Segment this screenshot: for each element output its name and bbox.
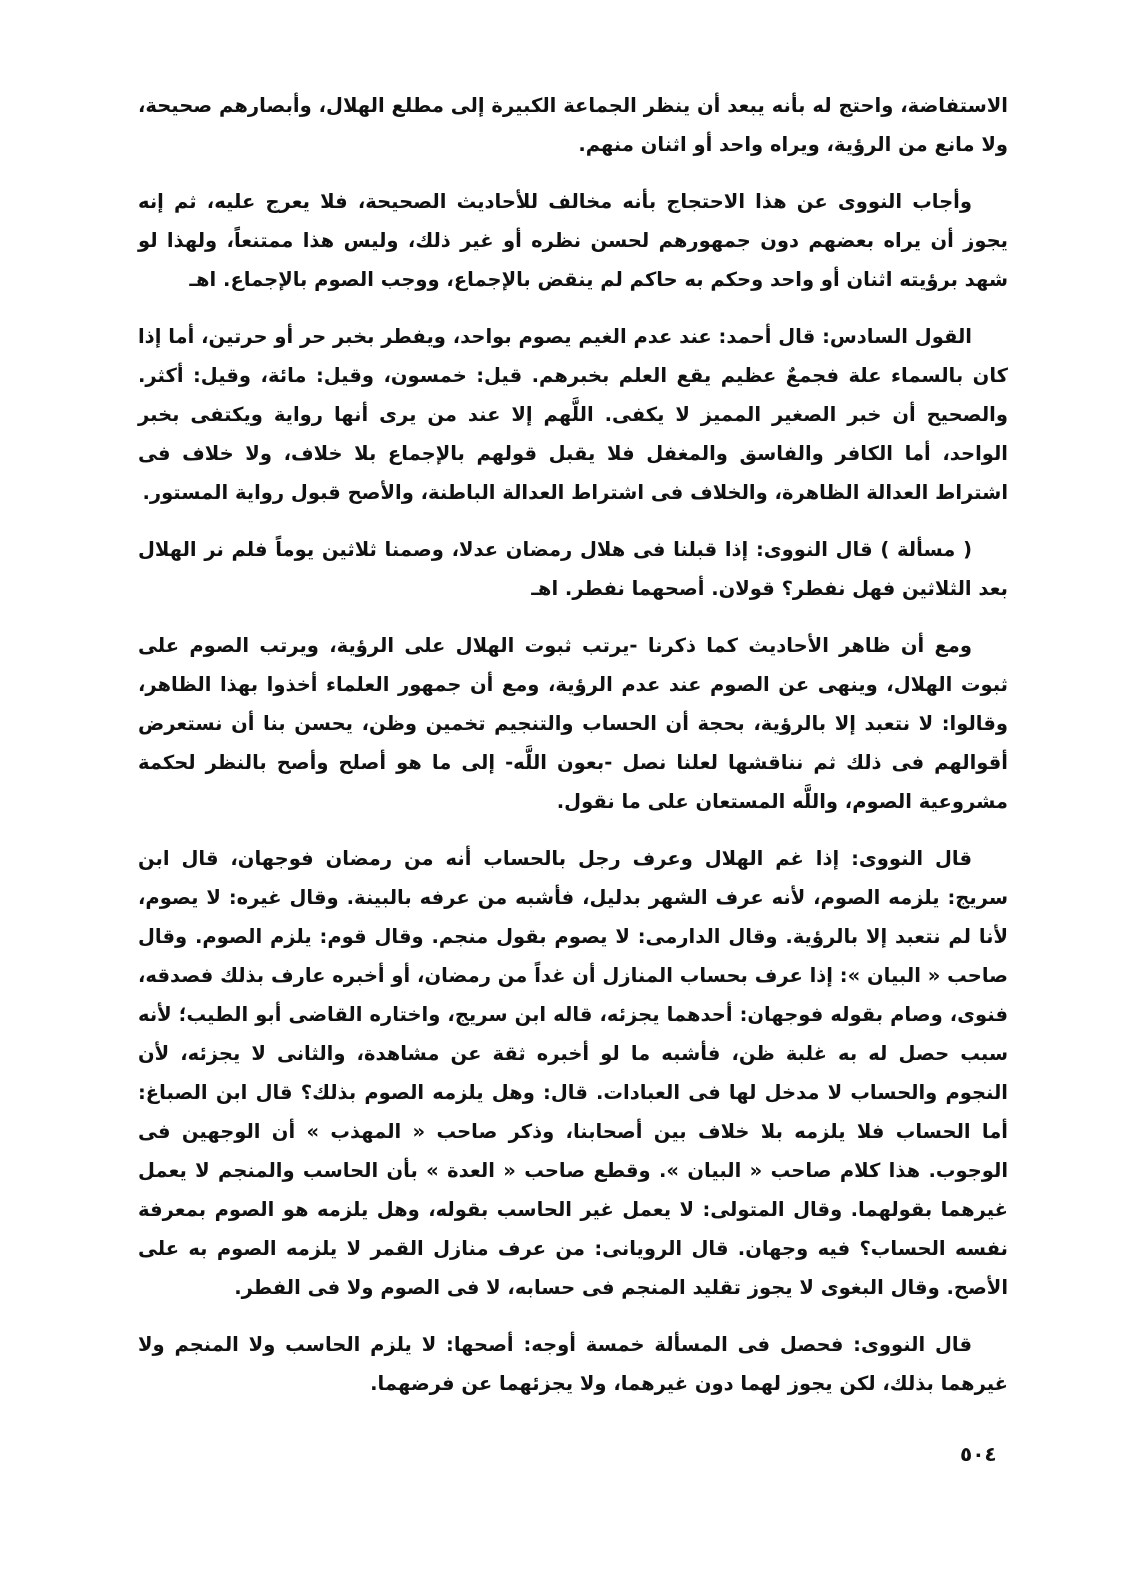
paragraph-4: ( مسألة ) قال النووى: إذا قبلنا فى هلال رمضان عدلا، وصمنا ثلاثين يوماً فلم نر الهلال بعد الثلاثين فهل نفطر؟ قولان. أصحهما نفطر. اهـ [138, 538, 1008, 600]
document-page [138, 86, 1008, 1421]
paragraph-2: وأجاب النووى عن هذا الاحتجاج بأنه مخالف للأحاديث الصحيحة، فلا يعرج عليه، ثم إنه يجوز أن يراه بعضهم دون جمهورهم لحسن نظره أو غير ذلك، وليس هذا ممتنعاً، ولهذا لو شهد برؤيته اثنان أو واحد وحكم به حاكم لم ينقض بالإجماع، ووجب الصوم بالإجماع. اهـ [138, 190, 1008, 291]
paragraph-5: ومع أن ظاهر الأحاديث كما ذكرنا -يرتب ثبوت الهلال على الرؤية، ويرتب الصوم على ثبوت الهلال، وينهى عن الصوم عند عدم الرؤية، ومع أن جمهور العلماء أخذوا بهذا الظاهر، وقالوا: لا نتعبد إلا بالرؤية، بحجة أن الحساب والتنجيم تخمين وظن، يحسن بنا أن نستعرض أقوالهم فى ذلك ثم نناقشها لعلنا نصل -بعون اللَّه- إلى ما هو أصلح وأصح بالنظر لحكمة مشروعية الصوم، واللَّه المستعان على ما نقول. [138, 634, 1008, 813]
paragraph-1: الاستفاضة، واحتج له بأنه يبعد أن ينظر الجماعة الكبيرة إلى مطلع الهلال، وأبصارهم صحيحة، ولا مانع من الرؤية، ويراه واحد أو اثنان منهم. [138, 94, 1008, 156]
paragraph-3: القول السادس: قال أحمد: عند عدم الغيم يصوم بواحد، ويفطر بخبر حر أو حرتين، أما إذا كان بالسماء علة فجمعٌ عظيم يقع العلم بخبرهم. قيل: خمسون، وقيل: مائة، وقيل: أكثر. والصحيح أن خبر الصغير المميز لا يكفى. اللَّهم إلا عند من يرى أنها رواية ويكتفى بخبر الواحد، أما الكافر والفاسق والمغفل فلا يقبل قولهم بالإجماع بلا خلاف، ولا خلاف فى اشتراط العدالة الظاهرة، والخلاف فى اشتراط العدالة الباطنة، والأصح قبول رواية المستور. [138, 325, 1008, 504]
paragraph-7: قال النووى: فحصل فى المسألة خمسة أوجه: أصحها: لا يلزم الحاسب ولا المنجم ولا غيرهما بذلك، لكن يجوز لهما دون غيرهما، ولا يجزئهما عن فرضهما. [138, 1333, 1008, 1395]
page-number: ٥٠٤ [960, 1442, 997, 1466]
paragraph-6: قال النووى: إذا غم الهلال وعرف رجل بالحساب أنه من رمضان فوجهان، قال ابن سريج: يلزمه الصوم، لأنه عرف الشهر بدليل، فأشبه من عرفه بالبينة. وقال غيره: لا يصوم، لأنا لم نتعبد إلا بالرؤية. وقال الدارمى: لا يصوم بقول منجم. وقال قوم: يلزم الصوم. وقال صاحب « البيان »: إذا عرف بحساب المنازل أن غداً من رمضان، أو أخبره عارف بذلك فصدقه، فنوى، وصام بقوله فوجهان: أحدهما يجزئه، قاله ابن سريج، واختاره القاضى أبو الطيب؛ لأنه سبب حصل له به غلبة ظن، فأشبه ما لو أخبره ثقة عن مشاهدة، والثانى لا يجزئه، لأن النجوم والحساب لا مدخل لها فى العبادات. قال: وهل يلزمه الصوم بذلك؟ قال ابن الصباغ: أما الحساب فلا يلزمه بلا خلاف بين أصحابنا، وذكر صاحب « المهذب » أن الوجهين فى الوجوب. هذا كلام صاحب « البيان ». وقطع صاحب « العدة » بأن الحاسب والمنجم لا يعمل غيرهما بقولهما. وقال المتولى: لا يعمل غير الحاسب بقوله، وهل يلزمه هو الصوم بمعرفة نفسه الحساب؟ فيه وجهان. قال الرويانى: من عرف منازل القمر لا يلزمه الصوم به على الأصح. وقال البغوى لا يجوز تقليد المنجم فى حسابه، لا فى الصوم ولا فى الفطر. [138, 847, 1008, 1299]
